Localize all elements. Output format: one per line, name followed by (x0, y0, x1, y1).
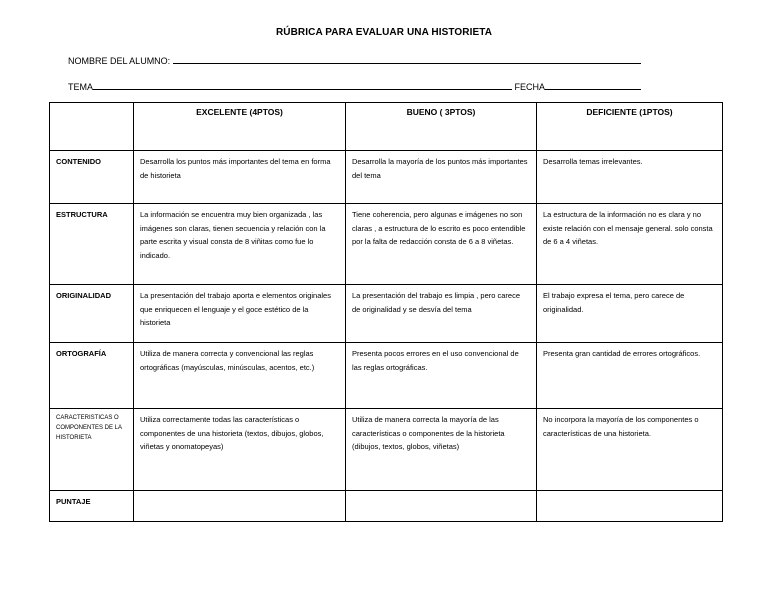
deficiente-cell: El trabajo expresa el tema, pero carece de originalidad. (537, 285, 723, 343)
header-deficiente: DEFICIENTE (1PTOS) (537, 103, 723, 151)
header-excelente: EXCELENTE (4PTOS) (134, 103, 346, 151)
deficiente-cell: No incorpora la mayoría de los componentes o características de una historieta. (537, 409, 723, 491)
deficiente-score-cell[interactable] (537, 491, 723, 522)
table-row (50, 151, 723, 204)
criterion-cell: ORTOGRAFÍA (50, 343, 134, 409)
criterion-cell: CARACTERISTICAS O COMPONENTES DE LA HISTORIETA (50, 409, 134, 491)
table-row (50, 343, 723, 409)
date-label: FECHA (514, 82, 546, 92)
excelente-cell: Utiliza correctamente todas las características o componentes de una historieta (textos, dibujos, globos, viñetas y onomatopeyas) (134, 409, 346, 491)
excelente-score-cell[interactable] (134, 491, 346, 522)
deficiente-cell: Presenta gran cantidad de errores ortográficos. (537, 343, 723, 409)
header-empty (50, 103, 134, 151)
bueno-cell: Tiene coherencia, pero algunas e imágenes no son claras , a estructura de lo escrito es poco entendible por la falta de redacción consta de 6 a 8 viñetas. (346, 204, 537, 285)
topic-label: TEMA (68, 82, 94, 92)
bueno-score-cell[interactable] (346, 491, 537, 522)
table-row (50, 204, 723, 285)
criterion-cell: PUNTAJE (50, 491, 134, 522)
excelente-cell: La presentación del trabajo aporta e elementos originales que enriquecen el lenguaje y el goce estético de la historieta (134, 285, 346, 343)
topic-date-field (68, 80, 641, 92)
header-row (50, 103, 723, 151)
topic-blank[interactable] (93, 80, 512, 90)
rubric-table (49, 102, 723, 522)
deficiente-cell: Desarrolla temas irrelevantes. (537, 151, 723, 204)
bueno-cell: La presentación del trabajo es limpia , pero carece de originalidad y se desvía del tema (346, 285, 537, 343)
excelente-cell: La información se encuentra muy bien organizada , las imágenes son claras, tienen secuencia y relación con la parte escrita y visual consta de 8 viñitas como fue lo indicado. (134, 204, 346, 285)
criterion-cell: ESTRUCTURA (50, 204, 134, 285)
criterion-cell: CONTENIDO (50, 151, 134, 204)
date-blank[interactable] (545, 80, 641, 90)
deficiente-cell: La estructura de la información no es clara y no existe relación con el mensaje general. solo consta de 6 a 4 viñetas. (537, 204, 723, 285)
bueno-cell: Desarrolla la mayoría de los puntos más importantes del tema (346, 151, 537, 204)
table-row (50, 285, 723, 343)
student-name-field (68, 54, 641, 66)
bueno-cell: Utiliza de manera correcta la mayoría de las características o componentes de la historieta (dibujos, textos, globos, viñetas) (346, 409, 537, 491)
student-name-label: NOMBRE DEL ALUMNO: (68, 56, 171, 66)
criterion-cell: ORIGINALIDAD (50, 285, 134, 343)
bueno-cell: Presenta pocos errores en el uso convencional de las reglas ortográficas. (346, 343, 537, 409)
table-row (50, 409, 723, 491)
student-name-blank[interactable] (173, 54, 641, 64)
excelente-cell: Utiliza de manera correcta y convencional las reglas ortográficas (mayúsculas, minúsculas, acentos, etc.) (134, 343, 346, 409)
document-title: RÚBRICA PARA EVALUAR UNA HISTORIETA (275, 27, 493, 38)
header-bueno: BUENO ( 3PTOS) (346, 103, 537, 151)
table-row (50, 491, 723, 522)
excelente-cell: Desarrolla los puntos más importantes del tema en forma de historieta (134, 151, 346, 204)
